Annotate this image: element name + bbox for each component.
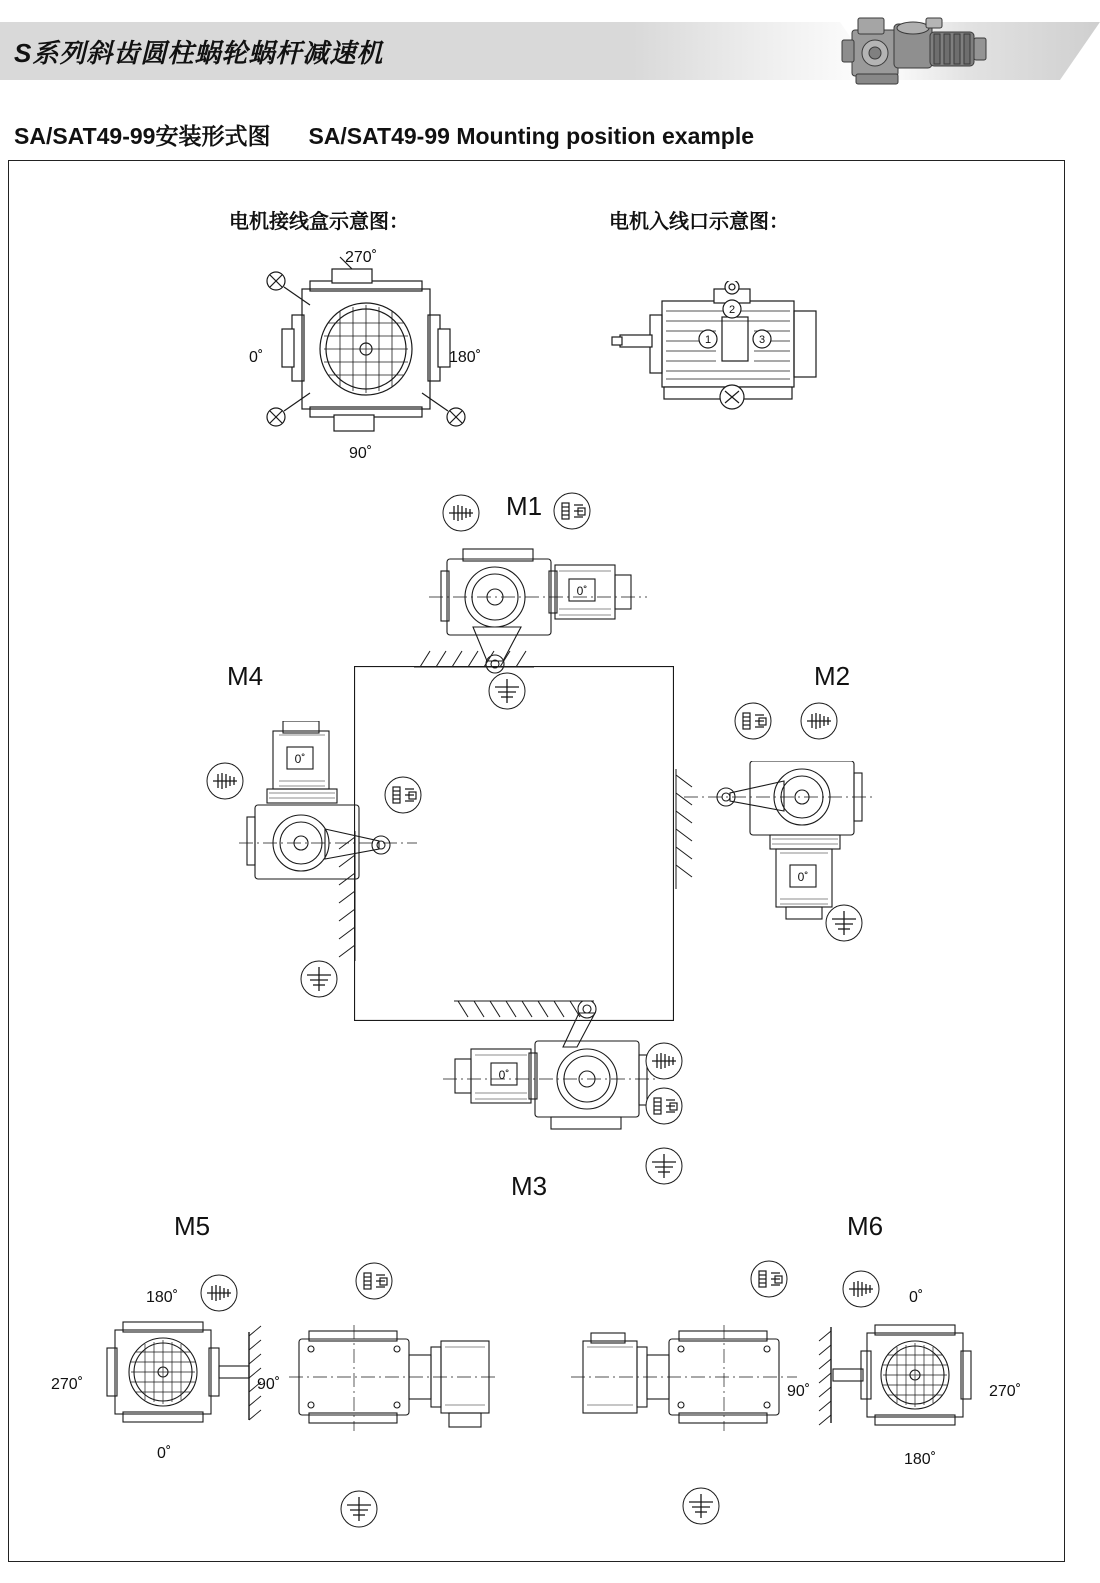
icon-breather-M3 <box>644 1041 684 1081</box>
section-subtitle <box>14 118 754 151</box>
gearbox-M5-endview <box>97 1316 267 1446</box>
terminal-box-label: 电机接线盒示意图： <box>229 211 409 233</box>
m5-degree-right: 90˚ <box>257 1376 281 1393</box>
label-M6: M6 <box>847 1211 884 1241</box>
terminal-degree-right: 180˚ <box>449 349 482 366</box>
gear-reducer-photo <box>838 4 998 96</box>
m5-degree-left: 270˚ <box>51 1376 84 1393</box>
icon-oil-level-M3 <box>644 1086 684 1126</box>
m5-degree-bottom: 0˚ <box>157 1445 172 1462</box>
terminal-degree-left: 0˚ <box>249 349 264 366</box>
gearbox-M4 <box>239 721 419 921</box>
gearbox-M1 <box>429 531 649 681</box>
svg-text:0˚: 0˚ <box>294 752 306 766</box>
icon-oil-level-M6 <box>749 1259 789 1299</box>
cable-entry-diagram <box>604 281 844 421</box>
cable-entry-label: 电机入线口示意图： <box>609 211 789 233</box>
svg-text:0˚: 0˚ <box>797 870 809 884</box>
gearbox-M6-planview <box>569 1321 799 1451</box>
m6-degree-right: 270˚ <box>989 1383 1022 1400</box>
icon-oil-level-M5 <box>354 1261 394 1301</box>
svg-text:2: 2 <box>728 304 736 316</box>
diagram-frame <box>8 160 1065 1562</box>
icon-breather-M2 <box>799 701 839 741</box>
icon-oil-level-M2 <box>733 701 773 741</box>
subtitle-en: SA/SAT49-99 Mounting position example <box>308 123 755 149</box>
icon-drain-M6 <box>681 1486 721 1526</box>
subtitle-cn: SA/SAT49-99安装形式图 <box>14 123 271 149</box>
m6-degree-bottom: 180˚ <box>904 1451 937 1468</box>
m6-degree-left: 90˚ <box>787 1383 811 1400</box>
icon-drain-M1 <box>487 671 527 711</box>
label-M1: M1 <box>506 491 543 521</box>
page-title: S系列斜齿圆柱蜗轮蜗杆减速机 <box>14 38 384 68</box>
icon-drain-M3 <box>644 1146 684 1186</box>
page-header <box>0 0 1100 100</box>
icon-drain-M4 <box>299 959 339 999</box>
svg-text:0˚: 0˚ <box>498 1068 510 1082</box>
icon-drain-M2 <box>824 903 864 943</box>
terminal-degree-bottom: 90˚ <box>349 445 373 462</box>
label-M3: M3 <box>511 1171 548 1201</box>
svg-text:3: 3 <box>758 334 766 346</box>
icon-oil-level-M4 <box>383 775 423 815</box>
label-M5: M5 <box>174 1211 211 1241</box>
gearbox-M3 <box>439 1001 659 1161</box>
m6-degree-top: 0˚ <box>909 1289 924 1306</box>
icon-breather-M5 <box>199 1273 239 1313</box>
label-M4: M4 <box>227 661 264 691</box>
icon-breather-M6 <box>841 1269 881 1309</box>
icon-breather-M1 <box>441 493 481 533</box>
gearbox-M6-endview <box>817 1311 997 1451</box>
svg-text:0˚: 0˚ <box>576 584 588 598</box>
gearbox-M5-planview <box>289 1321 499 1451</box>
icon-breather-M4 <box>205 761 245 801</box>
label-M2: M2 <box>814 661 851 691</box>
svg-text:1: 1 <box>704 334 712 346</box>
icon-oil-level-M1 <box>552 491 592 531</box>
icon-drain-M5 <box>339 1489 379 1529</box>
m5-degree-top: 180˚ <box>146 1289 179 1306</box>
terminal-degree-top: 270˚ <box>345 249 378 266</box>
